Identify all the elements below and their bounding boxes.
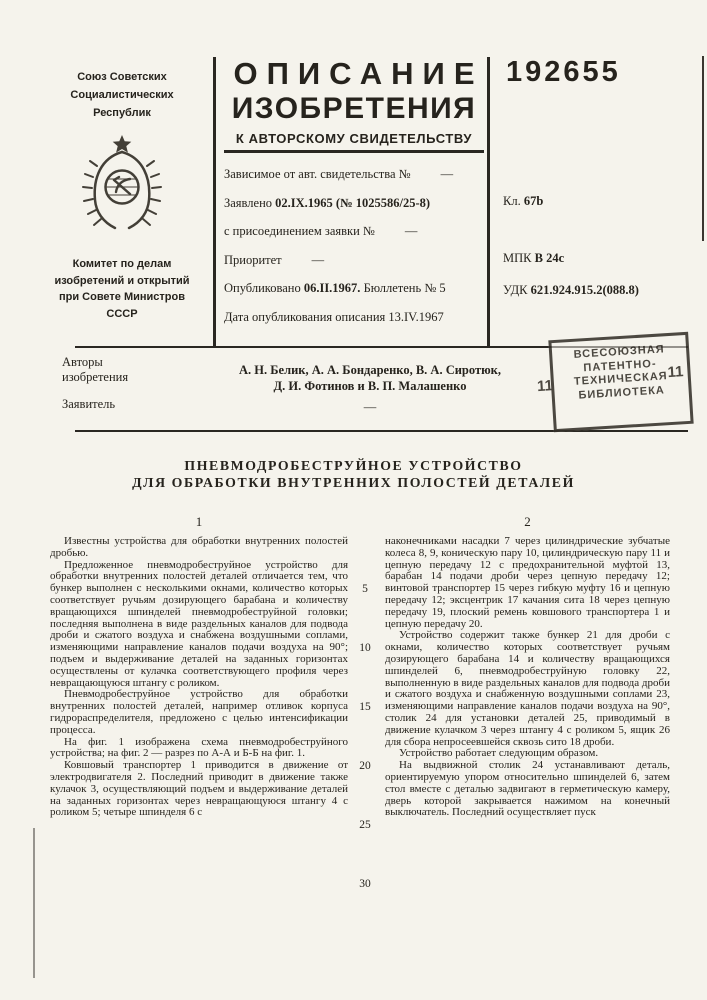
biblio-line-filed: Заявлено 02.IX.1965 (№ 1025586/25-8) [224,195,431,210]
biblio-line-description-date: Дата опубликования описания 13.IV.1967 [224,309,444,324]
biblio-line-published: Опубликовано 06.II.1967. Бюллетень № 5 [224,281,446,295]
scan-edge-artifact [33,828,35,978]
body-column-2 [385,514,670,819]
applicant-value: — [363,400,377,414]
line-number: 20 [359,760,371,772]
stamp-mark: 11 [536,377,554,396]
committee-line: СССР [106,307,138,320]
paragraph: Пневмодробеструйное устройство для обработки внутренних полостей деталей, например отливок корпуса гидрораспределителя, предложено с целью интенсификации процесса. [50,688,348,736]
committee-line: при Совете Министров [58,291,186,303]
line-number: 5 [362,583,368,595]
vertical-divider-left [213,57,216,346]
masthead-right [500,56,705,297]
body-column-1 [50,514,348,819]
paragraph: Известны устройства для обработки внутренних полостей дробью. [50,535,348,559]
body-text [50,514,687,984]
union-name-line: Социалистических [70,89,174,101]
invention-title: ПНЕВМОДРОБЕСТРУЙНОЕ УСТРОЙСТВО ДЛЯ ОБРАБОТКИ ВНУТРЕННИХ ПОЛОСТЕЙ ДЕТАЛЕЙ [132,458,575,490]
paragraph: Устройство содержит также бункер 21 для дроби с окнами, количество которых соответствует ручьям дозирующего барабана 14 и количеству вращающихся шпинделей 6, пневмодробеструйную головку 22, выполненную в виде раздельных каналов для подвода дроби и сжатого воздуха и снабженную воздушными соплами 23, изменяющими направление каналов подачи воздуха на 90°, столик 24 для установки деталей 25, приводимый в движение кулачком 3 через штангу 4 с роликом 5, ящик 26 для сбора непросеевшейся сквозь сито 18 дроби. [385,629,670,748]
subtitle-rule [224,150,484,153]
masthead-center [224,56,484,339]
paragraph: На выдвижной столик 24 устанавливают деталь, ориентируемую упором относительно шпинделей 6, затем стол вместе с деталью задвигают в герметическую камеру, дверь которой закрывается нажимом на конечный выключатель. Последний осуществляет пуск [385,759,670,819]
line-number: 15 [359,701,371,713]
paragraph: Устройство работает следующим образом. [399,747,599,760]
column-number: 1 [195,514,203,529]
column-2-paragraphs [385,536,670,819]
committee-line: изобретений и открытий [54,274,190,287]
paragraph: Ковшовый транспортер 1 приводится в движение от электродвигателя 2. Последний приводит в движение также кулачок 3, осуществляющий подъем и выдерживание деталей на заданных горизонтах через невращающуюся штангу 4 с роликом 5; четыре шпинделя 6 с [50,759,348,819]
horizontal-rule-bottom [75,430,688,432]
bibliographic-block [224,168,484,324]
class-line: Кл. 67b [503,194,544,208]
paragraph: На фиг. 1 изображена схема пневмодробеструйного устройства; на фиг. 2 — разрез по А-А и Б-Б на фиг. 1. [50,735,348,760]
stamp-line: ВСЕСОЮЗНАЯ [573,343,665,361]
patent-number: 192655 [506,56,621,88]
vertical-divider-right [487,57,490,346]
authors-names: А. Н. Белик, А. А. Бондаренко, В. А. Сиротюк, Д. И. Фотинов и В. П. Малашенко [239,363,501,393]
stamp-line: ТЕХНИЧЕСКАЯ [573,370,669,388]
union-name-line: Республик [93,107,151,119]
udk-line: УДК 621.924.915.2(088.8) [503,283,639,297]
stamp-line: ПАТЕНТНО- [583,357,657,374]
committee-line: Комитет по делам [72,258,172,270]
column-1-paragraphs [50,536,348,819]
authors-label: Авторы изобретения [62,355,129,384]
biblio-line-dependent: Зависимое от авт. свидетельства № — [224,167,454,181]
column-number: 2 [524,514,531,529]
line-numbers-gutter [350,536,380,936]
paragraph: Предложенное пневмодробеструйное устройство для обработки внутренних полостей деталей отличается тем, что бункер выполнен с несколькими окнами, количество которых соответствует ручьям дозирующего барабана и количеству вращающихся шпинделей пневмодробеструйной головки; последняя выполнена в виде раздельных каналов для подвода дроби и сжатого воздуха и снабжена воздушными соплами, изменяющими направление каналов подачи воздуха на 90°; подъем и выдерживание деталей на заданных горизонтах осуществлены от кулачка соответствующего профиля через невращающуюся штангу с роликом. [50,558,348,689]
line-number: 10 [359,642,371,654]
stamp-line: БИБЛИОТЕКА [578,383,666,402]
biblio-line-priority: Приоритет — [224,252,325,267]
line-number: 25 [359,819,371,831]
union-name-line: Союз Советских [77,71,167,83]
star-shape [113,135,132,153]
biblio-line-joined: с присоединением заявки № — [224,224,418,238]
doc-type-title: ОПИСАНИЕ [233,56,484,91]
scan-edge-artifact [702,56,704,241]
ussr-coat-of-arms-icon [81,134,163,234]
mpk-line: МПК В 24с [503,251,565,265]
applicant-label: Заявитель [62,397,116,411]
doc-type-title: ИЗОБРЕТЕНИЯ [231,92,477,125]
committee-block [28,256,216,322]
paragraph: наконечниками насадки 7 через цилиндрические зубчатые колеса 8, 9, коническую пару 10, цилиндрическую пару 11 и цепную передачу 12 с предохранительной муфтой 13, барабан 14 подачи дроби через цепную передачу 12; винтовой транспортер 15 через гибкую муфту 16 и цепную передачу 12; эксцентрик 17 качания сита 18 через цепную передачу 19, плоский ремень ковшового транспортера 1 и цепную передачу 20. [385,535,670,630]
line-number: 30 [359,878,371,890]
stamp-mark: 11 [667,363,685,382]
doc-subtitle: К АВТОРСКОМУ СВИДЕТЕЛЬСТВУ [235,131,473,146]
library-stamp [536,332,693,432]
masthead-left [28,68,216,322]
